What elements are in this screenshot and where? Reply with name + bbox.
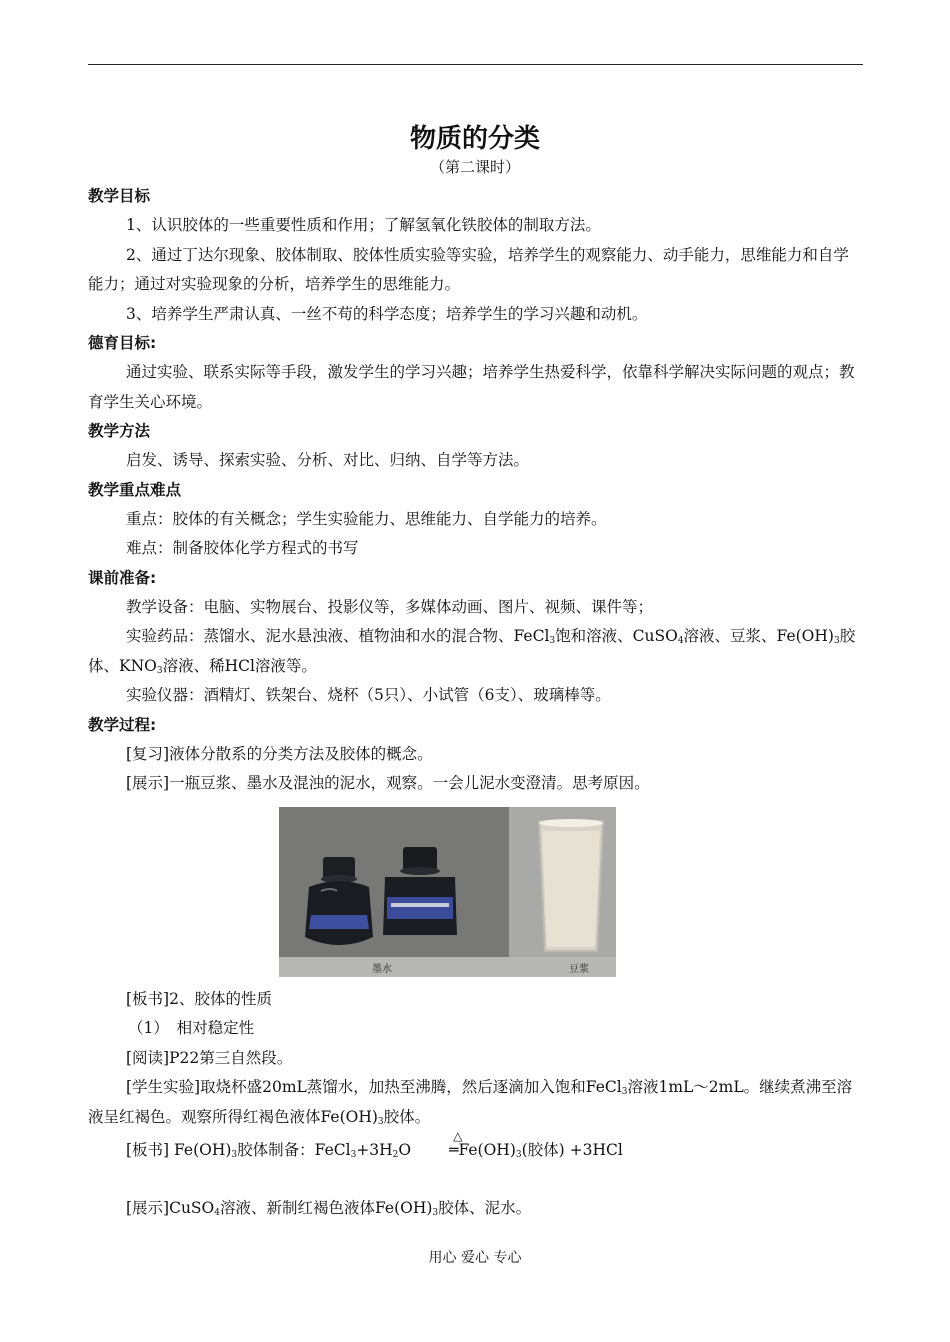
experiment-text: [学生实验]取烧杯盛20mL蒸馏水，加热至沸腾，然后逐滴加入饱和FeCl bbox=[126, 1078, 622, 1096]
prep-equipment: 教学设备：电脑、实物展台、投影仪等，多媒体动画、图片、视频、课件等； bbox=[126, 597, 654, 616]
review-line: [复习]液体分散系的分类方法及胶体的概念。 bbox=[126, 744, 433, 763]
prep-chem-text: 饱和溶液、CuSO bbox=[555, 627, 678, 645]
equation-text: 胶体制备：FeCl bbox=[237, 1141, 351, 1159]
document-body bbox=[88, 182, 864, 1224]
goal-3: 3、培养学生严肃认真、一丝不苟的科学态度；培养学生的学习兴趣和动机。 bbox=[126, 304, 648, 323]
show-line-1: [展示]一瓶豆浆、墨水及混浊的泥水，观察。一会儿泥水变澄清。思考原因。 bbox=[126, 774, 650, 792]
equals-sign: ═ bbox=[449, 1141, 459, 1159]
moral-text: 通过实验、联系实际等手段，激发学生的学习兴趣；培养学生热爱科学，依靠科学解决实际问题的观点；教育学生关心环境。 bbox=[88, 363, 855, 411]
method-text: 启发、诱导、探索实验、分析、对比、归纳、自学等方法。 bbox=[126, 451, 530, 469]
equation-text: Fe(OH) bbox=[458, 1141, 516, 1159]
header-rule bbox=[88, 64, 863, 65]
prep-chem-text: 实验药品：蒸馏水、泥水悬浊液、植物油和水的混合物、FeCl bbox=[126, 627, 550, 645]
prep-chem-text: 胶体、KNO bbox=[88, 627, 856, 675]
item-1: （1） 相对稳定性 bbox=[128, 1019, 255, 1037]
goal-2: 2、通过丁达尔现象、胶体制取、胶体性质实验等实验，培养学生的观察能力、动手能力，思维能力和自学能力；通过对实验现象的分析，培养学生的思维能力。 bbox=[88, 245, 849, 293]
photo-caption-strip bbox=[279, 957, 616, 977]
subscript: 3 bbox=[156, 665, 163, 676]
goals-heading: 教学目标 bbox=[88, 187, 151, 205]
prep-chem-text: 溶液、稀HCl溶液等。 bbox=[162, 656, 317, 675]
ink-bottle-icon bbox=[379, 847, 461, 945]
show-text: 胶体、泥水。 bbox=[438, 1199, 532, 1217]
show-line-2 bbox=[88, 1194, 864, 1224]
ink-caption: 墨水 bbox=[372, 963, 392, 975]
difficulty: 难点：制备胶体化学方程式的书写 bbox=[126, 539, 359, 557]
equation-text: (胶体) +3HCl bbox=[521, 1141, 623, 1159]
reading-line: [阅读]P22第三自然段。 bbox=[126, 1048, 293, 1067]
subscript: 3 bbox=[515, 1150, 522, 1160]
prep-chem-text: 溶液、豆浆、Fe(OH) bbox=[683, 627, 834, 645]
equation-text: +3H bbox=[356, 1141, 393, 1159]
subscript: 4 bbox=[214, 1208, 220, 1218]
moral-heading: 德育目标: bbox=[88, 334, 157, 352]
subscript: 4 bbox=[677, 636, 684, 646]
subscript: 3 bbox=[833, 636, 840, 646]
subscript: 3 bbox=[350, 1150, 357, 1160]
page-title: 物质的分类 bbox=[409, 124, 540, 154]
student-experiment bbox=[88, 1073, 864, 1132]
prep-heading: 课前准备: bbox=[88, 568, 157, 587]
process-heading: 教学过程: bbox=[88, 715, 157, 734]
method-heading: 教学方法 bbox=[88, 422, 151, 440]
subscript: 3 bbox=[377, 1116, 384, 1127]
key-point: 重点：胶体的有关概念；学生实验能力、思维能力、自学能力的培养。 bbox=[126, 509, 607, 528]
board-equation bbox=[88, 1129, 864, 1194]
soymilk-glass-icon bbox=[537, 817, 605, 955]
soymilk-caption: 豆浆 bbox=[569, 963, 589, 975]
page-footer: 用心 爱心 专心 bbox=[428, 1250, 522, 1266]
ink-bottle-icon bbox=[301, 857, 377, 949]
equation-text: [板书] Fe(OH) bbox=[126, 1141, 232, 1159]
experiment-text: 胶体。 bbox=[383, 1107, 431, 1126]
prep-instruments: 实验仪器：酒精灯、铁架台、烧杯（5只）、小试管（6支）、玻璃棒等。 bbox=[126, 686, 611, 704]
heat-equals-sign bbox=[411, 1129, 463, 1165]
show-text: [展示]CuSO bbox=[126, 1199, 215, 1217]
prep-chemicals bbox=[88, 622, 864, 681]
subscript: 3 bbox=[432, 1208, 439, 1218]
key-heading: 教学重点难点 bbox=[88, 480, 182, 499]
subscript: 2 bbox=[392, 1150, 399, 1160]
board-line-1: [板书]2、胶体的性质 bbox=[126, 989, 272, 1008]
show-text: 溶液、新制红褐色液体Fe(OH) bbox=[220, 1199, 433, 1217]
page-subtitle: （第二课时） bbox=[429, 158, 520, 176]
subscript: 3 bbox=[549, 636, 556, 646]
goal-1: 1、认识胶体的一些重要性质和作用；了解氢氧化铁胶体的制取方法。 bbox=[126, 216, 601, 234]
subscript: 3 bbox=[231, 1150, 238, 1160]
equation-text: O bbox=[398, 1141, 412, 1159]
heat-triangle-icon: △ bbox=[453, 1129, 463, 1143]
subscript: 3 bbox=[621, 1087, 628, 1097]
experiment-text: 溶液1mL～2mL。继续煮沸至溶液呈红褐色。观察所得红褐色液体Fe(OH) bbox=[88, 1078, 853, 1126]
ink-and-soymilk-photo bbox=[279, 807, 616, 977]
